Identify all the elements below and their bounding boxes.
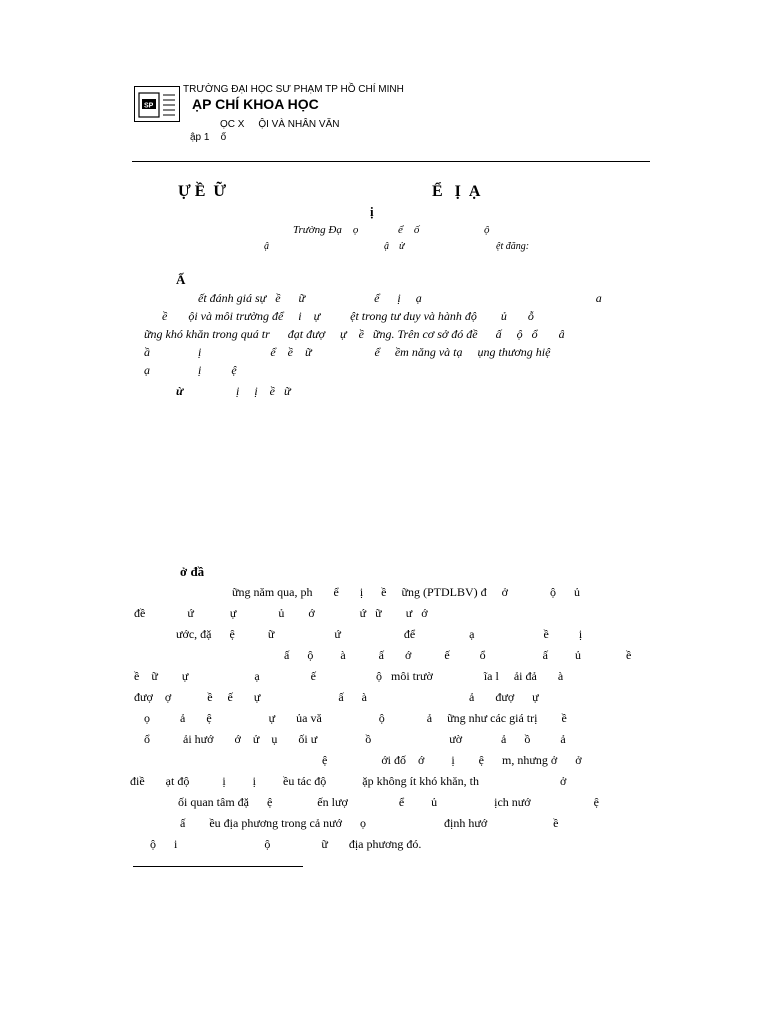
body-line: ước, đặ ệ ữ ứ để ạ ề ị (176, 627, 583, 641)
keywords-label: ừ (176, 384, 184, 398)
body-line: ấ ộ à ấ ớ ế ổ ấ ủ ề (284, 648, 632, 662)
body-line: điề ạt độ ị ị ều tác độ ặp không ít khó khăn, th ở (130, 774, 567, 788)
svg-text:SP: SP (144, 102, 154, 110)
body-line: ổ ải hướ ớ ử ụ ối ư ồ ườ ả ồ ả (144, 732, 566, 746)
header-divider (132, 161, 650, 162)
keywords-text: ị ị ề ữ (236, 384, 291, 398)
article-title-part-1: Ự Ề Ữ (178, 183, 227, 200)
abstract-line: ề ội và môi trường để i ự ệt trong tư duy và hành độ ủ ỗ (162, 309, 534, 323)
body-line: đề ứ ự ủ ớ ứ ữ ư ớ (134, 606, 428, 620)
footnote-divider (133, 866, 303, 867)
university-name: TRƯỜNG ĐẠI HỌC SƯ PHẠM TP HỒ CHÍ MINH (183, 84, 404, 95)
accepted-date: ệt đăng: (496, 241, 530, 252)
body-line: ững năm qua, ph ể ị ề ững (PTDLBV) đ ở ộ ủ (232, 585, 580, 599)
revised-date: ậ ử (384, 241, 405, 252)
abstract-line: ững khó khăn trong quá tr đạt đượ ự ề ững. Trên cơ sở đó đề ấ ộ ổ â (144, 327, 565, 341)
body-line: ệ ới đố ớ ị ệ m, nhưng ở ở (322, 753, 582, 767)
journal-name: ẠP CHÍ KHOA HỌC (192, 96, 319, 112)
author-affiliation-1: Trường Đạ ọ (293, 224, 359, 236)
author-affiliation-3: ộ (484, 224, 490, 236)
abstract-line: ạ ị ệ (144, 363, 237, 377)
abstract-line: ầ ị ể ề ữ ể ềm năng và tạ ụng thương hiệ (144, 345, 551, 359)
article-subtitle: ị (370, 204, 374, 219)
journal-section: ỌC X ỘI VÀ NHÂN VĂN (220, 119, 340, 130)
body-line: ề ữ ự ạ ế ộ môi trườ ĩa l ải đả à (134, 669, 564, 683)
body-line: ộ i ộ ữ địa phương đó. (150, 837, 422, 851)
body-line: ấ ều địa phương trong cả nướ ọ định hướ ề (180, 816, 559, 830)
body-line: ọ ả ệ ự ủa vă ộ ả ững như các giá trị ề (144, 711, 567, 725)
university-logo (134, 86, 180, 122)
author-affiliation-2: ể ố (398, 224, 420, 236)
abstract-line: ết đánh giá sự ề ữ ể ị ạ a (198, 291, 602, 305)
body-line: ối quan tâm đặ ệ ến lượ ể ủ ịch nướ ệ (178, 795, 599, 809)
article-title-part-2: Ể Ị Ạ (432, 183, 481, 200)
introduction-heading: ở đầ (180, 564, 205, 579)
journal-issue: ập 1 ố (190, 132, 227, 143)
received-date: ậ (264, 241, 269, 252)
body-line: đượ ợ ề ế ự ấ à ả đượ ự (134, 690, 539, 704)
abstract-heading: Ấ (176, 272, 186, 287)
